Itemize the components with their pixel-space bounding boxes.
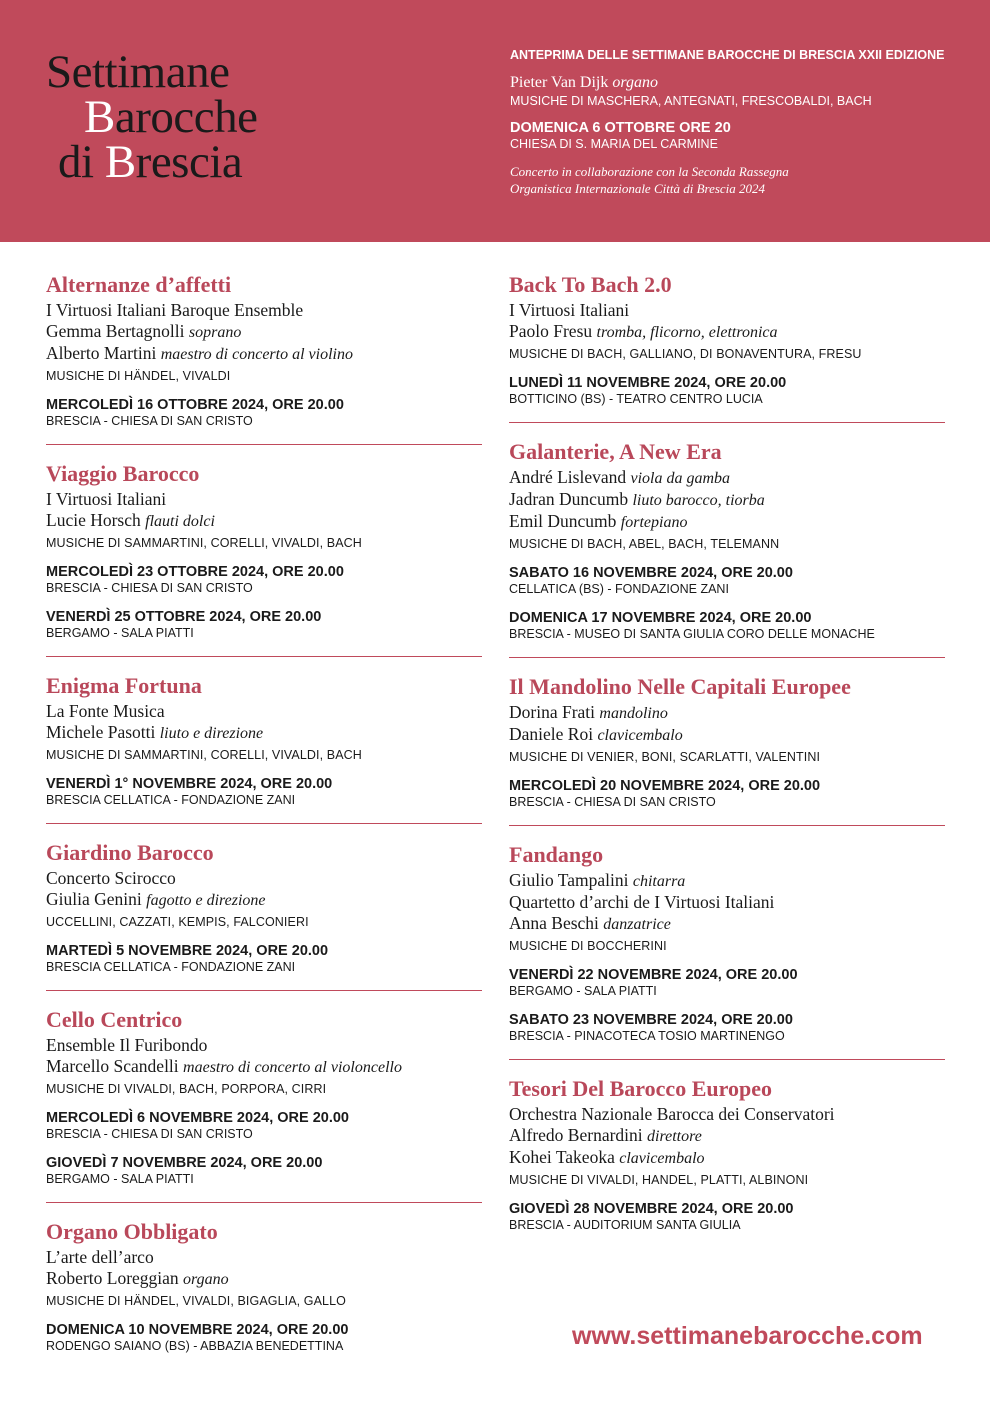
- event-card: [46, 838, 482, 991]
- event-date-slot: [509, 967, 945, 998]
- event-title: Il Mandolino Nelle Capitali Europee: [509, 674, 851, 699]
- performer-line: [46, 1056, 482, 1078]
- performer-line: [509, 511, 945, 533]
- performer-name: Marcello Scandelli: [46, 1056, 179, 1076]
- preview-concert-info: [510, 48, 970, 197]
- performer-line: [509, 1147, 945, 1169]
- event-date: MERCOLEDÌ 16 OTTOBRE 2024, ORE 20.00: [46, 397, 344, 413]
- event-card: [509, 840, 945, 1060]
- performer-role: organo: [183, 1271, 229, 1288]
- performer-role: clavicembalo: [597, 727, 683, 744]
- event-date: SABATO 16 NOVEMBRE 2024, ORE 20.00: [509, 565, 793, 581]
- event-date-slot: [46, 1110, 482, 1141]
- performer-line: [46, 701, 482, 722]
- event-venue: BERGAMO - SALA PIATTI: [46, 1172, 194, 1186]
- performer-name: Ensemble Il Furibondo: [46, 1035, 208, 1055]
- event-title: Tesori Del Barocco Europeo: [509, 1076, 772, 1101]
- events-column-left: [46, 270, 482, 1383]
- event-venue: BRESCIA - PINACOTECA TOSIO MARTINENGO: [509, 1029, 785, 1043]
- performer-role: clavicembalo: [619, 1150, 705, 1167]
- performer-name: Michele Pasotti: [46, 722, 156, 742]
- event-venue: RODENGO SAIANO (BS) - ABBAZIA BENEDETTINA: [46, 1339, 344, 1353]
- performer-line: [509, 892, 945, 913]
- event-venue: BRESCIA - AUDITORIUM SANTA GIULIA: [509, 1218, 741, 1232]
- event-venue: BRESCIA - MUSEO DI SANTA GIULIA CORO DELLE MONACHE: [509, 627, 875, 641]
- performer-name: Alberto Martini: [46, 343, 157, 363]
- event-card: [46, 671, 482, 824]
- performer-line: [46, 868, 482, 889]
- event-date-slot: [46, 1155, 482, 1186]
- event-venue: BRESCIA CELLATICA - FONDAZIONE ZANI: [46, 793, 296, 807]
- event-card: [509, 437, 945, 658]
- performer-line: [509, 702, 945, 724]
- performer-line: [509, 300, 945, 321]
- performer-name: Concerto Scirocco: [46, 868, 176, 888]
- event-title: Fandango: [509, 842, 604, 867]
- performer-role: chitarra: [632, 873, 686, 890]
- event-program: UCCELLINI, CAZZATI, KEMPIS, FALCONIERI: [46, 915, 309, 929]
- event-card: [46, 270, 482, 445]
- performer-role: liuto barocco, tiorba: [632, 492, 765, 509]
- edition-kicker: ANTEPRIMA DELLE SETTIMANE BAROCCHE DI BRESCIA XXII EDIZIONE: [510, 48, 945, 62]
- performer-role: mandolino: [599, 705, 668, 722]
- event-card: [46, 459, 482, 657]
- performer-line: [509, 913, 945, 935]
- performer-role: soprano: [188, 324, 242, 341]
- event-date-slot: [509, 375, 945, 406]
- event-date-slot: [509, 565, 945, 596]
- preview-performer: Pieter Van Dijk organo: [510, 74, 658, 91]
- performer-role: viola da gamba: [630, 470, 731, 487]
- event-program: MUSICHE DI SAMMARTINI, CORELLI, VIVALDI, BACH: [46, 536, 362, 550]
- performer-line: [46, 300, 482, 321]
- event-venue: BRESCIA - CHIESA DI SAN CRISTO: [46, 581, 253, 595]
- performer-name: Jadran Duncumb: [509, 489, 629, 509]
- event-date: SABATO 23 NOVEMBRE 2024, ORE 20.00: [509, 1012, 793, 1028]
- performer-name: Giulio Tampalini: [509, 870, 629, 890]
- performer-role: maestro di concerto al violino: [160, 346, 353, 363]
- event-date: MERCOLEDÌ 20 NOVEMBRE 2024, ORE 20.00: [509, 778, 821, 794]
- performer-name: I Virtuosi Italiani: [509, 300, 630, 320]
- performer-line: [46, 722, 482, 744]
- performer-line: [46, 321, 482, 343]
- performer-role: maestro di concerto al violoncello: [183, 1059, 402, 1076]
- event-title: Viaggio Barocco: [46, 461, 200, 486]
- performer-role: flauti dolci: [145, 513, 215, 530]
- event-date: MERCOLEDÌ 6 NOVEMBRE 2024, ORE 20.00: [46, 1110, 349, 1126]
- performer-name: I Virtuosi Italiani Baroque Ensemble: [46, 300, 304, 320]
- event-date: VENERDÌ 1° NOVEMBRE 2024, ORE 20.00: [46, 776, 333, 792]
- performer-role: direttore: [647, 1128, 702, 1145]
- preview-date: DOMENICA 6 OTTOBRE ORE 20: [510, 120, 731, 136]
- event-program: MUSICHE DI VIVALDI, HANDEL, PLATTI, ALBINONI: [509, 1173, 809, 1187]
- event-date: DOMENICA 10 NOVEMBRE 2024, ORE 20.00: [46, 1322, 349, 1338]
- preview-program: MUSICHE DI MASCHERA, ANTEGNATI, FRESCOBALDI, BACH: [510, 94, 872, 108]
- performer-line: [509, 724, 945, 746]
- performer-role: liuto e direzione: [159, 725, 264, 742]
- event-venue: CELLATICA (BS) - FONDAZIONE ZANI: [509, 582, 729, 596]
- event-title: Enigma Fortuna: [46, 673, 202, 698]
- event-date-slot: [509, 778, 945, 809]
- event-title: Alternanze d’affetti: [46, 272, 232, 297]
- event-program: MUSICHE DI VIVALDI, BACH, PORPORA, CIRRI: [46, 1082, 327, 1096]
- event-date: VENERDÌ 22 NOVEMBRE 2024, ORE 20.00: [509, 967, 798, 983]
- performer-name: André Lislevand: [509, 467, 627, 487]
- event-title: Giardino Barocco: [46, 840, 214, 865]
- performer-name: Dorina Frati: [509, 702, 596, 722]
- event-venue: BRESCIA - CHIESA DI SAN CRISTO: [46, 414, 253, 428]
- performer-line: [509, 1125, 945, 1147]
- event-program: MUSICHE DI BACH, GALLIANO, DI BONAVENTURA, FRESU: [509, 347, 862, 361]
- performer-line: [509, 870, 945, 892]
- website-link[interactable]: www.settimanebarocche.com: [572, 1322, 923, 1350]
- performer-name: Lucie Horsch: [46, 510, 141, 530]
- event-date-slot: [46, 776, 482, 807]
- event-date: DOMENICA 17 NOVEMBRE 2024, ORE 20.00: [509, 610, 812, 626]
- event-program: MUSICHE DI HÄNDEL, VIVALDI: [46, 369, 231, 383]
- performer-line: [46, 1247, 482, 1268]
- festival-logo: Settimane Barocche di Brescia: [46, 46, 258, 188]
- events-column-right: [509, 270, 945, 1262]
- event-title: Galanterie, A New Era: [509, 439, 722, 464]
- performer-name: Roberto Loreggian: [46, 1268, 179, 1288]
- performer-name: Kohei Takeoka: [509, 1147, 615, 1167]
- performer-line: [509, 321, 945, 343]
- event-card: [509, 672, 945, 826]
- event-date: MARTEDÌ 5 NOVEMBRE 2024, ORE 20.00: [46, 943, 329, 959]
- collaboration-note: Concerto in collaborazione con la Seconda Rassegna Organistica Internazionale Città di Brescia 2024: [510, 164, 789, 196]
- event-title: Cello Centrico: [46, 1007, 183, 1032]
- event-program: MUSICHE DI BACH, ABEL, BACH, TELEMANN: [509, 537, 780, 551]
- event-date: MERCOLEDÌ 23 OTTOBRE 2024, ORE 20.00: [46, 564, 344, 580]
- performer-name: Gemma Bertagnolli: [46, 321, 185, 341]
- performer-name: Emil Duncumb: [509, 511, 617, 531]
- performer-name: La Fonte Musica: [46, 701, 165, 721]
- event-date-slot: [46, 564, 482, 595]
- event-card: [46, 1005, 482, 1203]
- performer-role: danzatrice: [603, 916, 671, 933]
- event-card: [509, 270, 945, 423]
- performer-line: [509, 489, 945, 511]
- event-venue: BRESCIA CELLATICA - FONDAZIONE ZANI: [46, 960, 296, 974]
- performer-name: Giulia Genini: [46, 889, 142, 909]
- performer-name: Orchestra Nazionale Barocca dei Conservatori: [509, 1104, 835, 1124]
- event-program: MUSICHE DI HÄNDEL, VIVALDI, BIGAGLIA, GALLO: [46, 1294, 346, 1308]
- event-date: GIOVEDÌ 7 NOVEMBRE 2024, ORE 20.00: [46, 1155, 323, 1171]
- header-banner: [0, 0, 990, 242]
- event-date-slot: [46, 609, 482, 640]
- performer-role: fagotto e direzione: [146, 892, 266, 909]
- performer-line: [46, 510, 482, 532]
- event-card: [46, 1217, 482, 1369]
- event-date: GIOVEDÌ 28 NOVEMBRE 2024, ORE 20.00: [509, 1201, 794, 1217]
- performer-line: [46, 489, 482, 510]
- event-program: MUSICHE DI VENIER, BONI, SCARLATTI, VALENTINI: [509, 750, 821, 764]
- performer-name: Quartetto d’archi de I Virtuosi Italiani: [509, 892, 775, 912]
- event-venue: BRESCIA - CHIESA DI SAN CRISTO: [509, 795, 716, 809]
- event-date-slot: [46, 397, 482, 428]
- event-date: LUNEDÌ 11 NOVEMBRE 2024, ORE 20.00: [509, 375, 787, 391]
- event-venue: BERGAMO - SALA PIATTI: [509, 984, 657, 998]
- performer-name: Anna Beschi: [509, 913, 599, 933]
- event-title: Organo Obbligato: [46, 1219, 218, 1244]
- event-title: Back To Bach 2.0: [509, 272, 672, 297]
- event-venue: BOTTICINO (BS) - TEATRO CENTRO LUCIA: [509, 392, 763, 406]
- preview-venue: CHIESA DI S. MARIA DEL CARMINE: [510, 137, 718, 151]
- performer-line: [46, 343, 482, 365]
- event-venue: BRESCIA - CHIESA DI SAN CRISTO: [46, 1127, 253, 1141]
- performer-role: fortepiano: [620, 514, 688, 531]
- performer-name: I Virtuosi Italiani: [46, 489, 167, 509]
- performer-name: Paolo Fresu: [509, 321, 593, 341]
- performer-line: [509, 467, 945, 489]
- event-date-slot: [46, 1322, 482, 1353]
- performer-line: [509, 1104, 945, 1125]
- performer-line: [46, 1268, 482, 1290]
- event-card: [509, 1074, 945, 1248]
- performer-name: Daniele Roi: [509, 724, 594, 744]
- event-program: MUSICHE DI BOCCHERINI: [509, 939, 667, 953]
- event-date-slot: [509, 1201, 945, 1232]
- event-date-slot: [46, 943, 482, 974]
- performer-line: [46, 1035, 482, 1056]
- event-date: VENERDÌ 25 OTTOBRE 2024, ORE 20.00: [46, 609, 322, 625]
- performer-name: L’arte dell’arco: [46, 1247, 154, 1267]
- event-date-slot: [509, 610, 945, 641]
- event-venue: BERGAMO - SALA PIATTI: [46, 626, 194, 640]
- performer-name: Alfredo Bernardini: [509, 1125, 643, 1145]
- event-date-slot: [509, 1012, 945, 1043]
- event-program: MUSICHE DI SAMMARTINI, CORELLI, VIVALDI, BACH: [46, 748, 362, 762]
- performer-role: tromba, flicorno, elettronica: [596, 324, 778, 341]
- performer-line: [46, 889, 482, 911]
